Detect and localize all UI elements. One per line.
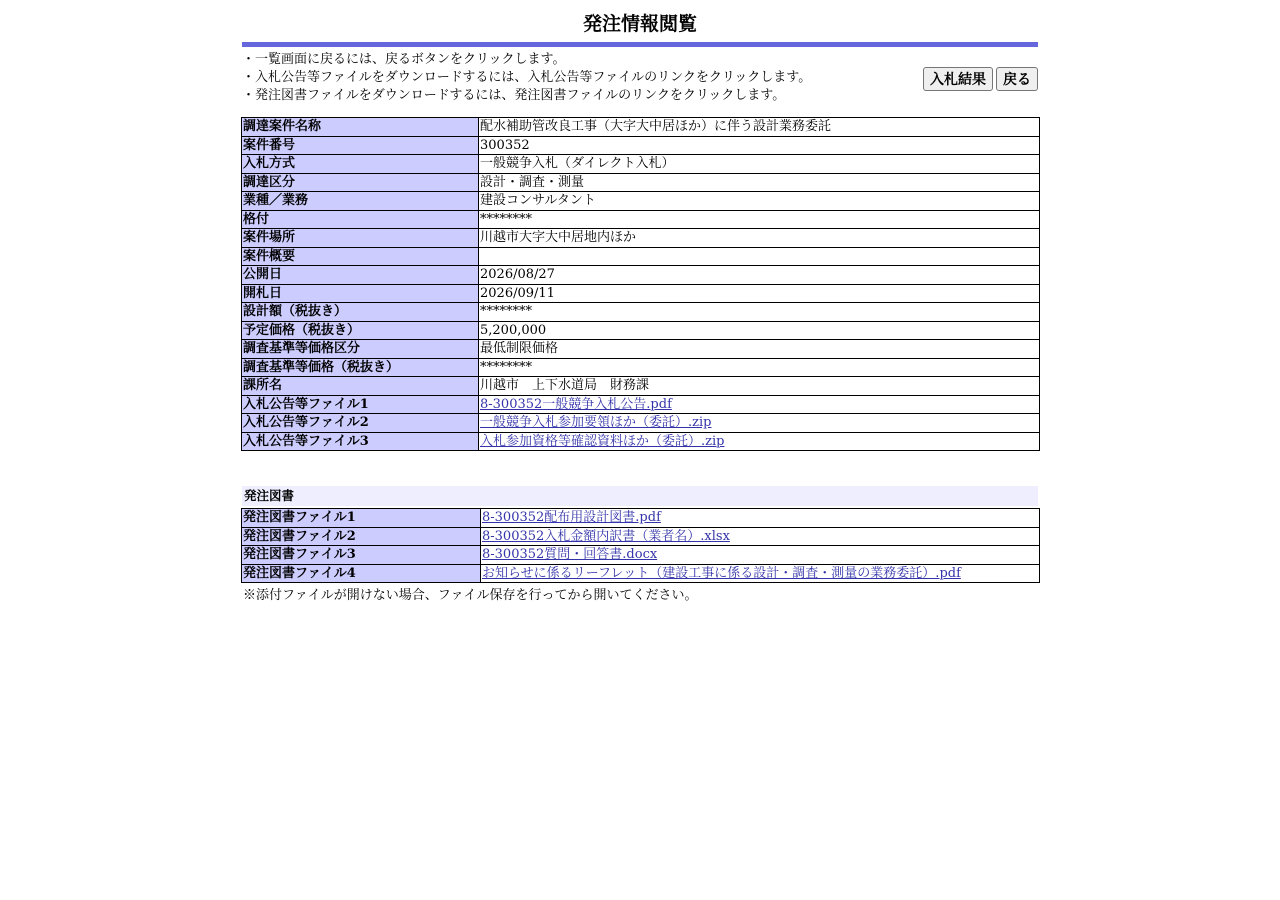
field-label: 調査基準等価格区分 bbox=[242, 340, 479, 359]
document-row bbox=[242, 509, 1040, 528]
bid-results-button[interactable]: 入札結果 bbox=[923, 67, 993, 91]
detail-row bbox=[242, 414, 1040, 433]
field-label: 調査基準等価格（税抜き） bbox=[242, 358, 479, 377]
file-download-link[interactable]: 8-300352入札金額内訳書（業者名）.xlsx bbox=[482, 528, 730, 544]
detail-row bbox=[242, 377, 1040, 396]
field-value: 建設コンサルタント bbox=[479, 192, 1040, 211]
document-row bbox=[242, 564, 1040, 583]
main-container bbox=[242, 10, 1038, 605]
instruction-document-files: ・発注図書ファイルをダウンロードするには、発注図書ファイルのリンクをクリックします。 bbox=[242, 88, 786, 103]
field-value: ******** bbox=[479, 358, 1040, 377]
field-label: 予定価格（税抜き） bbox=[242, 321, 479, 340]
instruction-back: ・一覧画面に戻るには、戻るボタンをクリックします。 bbox=[242, 52, 566, 67]
field-label: 入札公告等ファイル1 bbox=[242, 395, 479, 414]
detail-row bbox=[242, 118, 1040, 137]
field-value: ******** bbox=[479, 210, 1040, 229]
detail-row bbox=[242, 192, 1040, 211]
file-link-cell bbox=[479, 432, 1040, 451]
detail-row bbox=[242, 266, 1040, 285]
document-row bbox=[242, 527, 1040, 546]
field-value: ******** bbox=[479, 303, 1040, 322]
detail-row bbox=[242, 229, 1040, 248]
field-value bbox=[479, 247, 1040, 266]
documents-section-header: 発注図書 bbox=[242, 486, 1038, 506]
field-label: 発注図書ファイル4 bbox=[242, 564, 481, 583]
file-link-cell bbox=[481, 527, 1040, 546]
file-link-cell bbox=[481, 509, 1040, 528]
documents-table bbox=[241, 508, 1040, 583]
field-value: 設計・調査・測量 bbox=[479, 173, 1040, 192]
field-value: 川越市 上下水道局 財務課 bbox=[479, 377, 1040, 396]
field-label: 公開日 bbox=[242, 266, 479, 285]
field-value: 2026/08/27 bbox=[479, 266, 1040, 285]
detail-row bbox=[242, 340, 1040, 359]
file-link-cell bbox=[481, 564, 1040, 583]
page-title: 発注情報閲覧 bbox=[582, 13, 697, 35]
title-divider bbox=[242, 42, 1038, 47]
field-label: 案件場所 bbox=[242, 229, 479, 248]
file-download-link[interactable]: 8-300352質問・回答書.docx bbox=[482, 547, 658, 563]
file-download-link[interactable]: 8-300352一般競争入札公告.pdf bbox=[480, 396, 672, 412]
action-buttons bbox=[923, 67, 1038, 91]
instructions bbox=[242, 51, 1038, 117]
instruction-notice-files: ・入札公告等ファイルをダウンロードするには、入札公告等ファイルのリンクをクリックします。 bbox=[242, 70, 812, 85]
field-value: 配水補助管改良工事（大字大中居ほか）に伴う設計業務委託 bbox=[479, 118, 1040, 137]
field-label: 発注図書ファイル1 bbox=[242, 509, 481, 528]
field-label: 案件概要 bbox=[242, 247, 479, 266]
file-download-link[interactable]: 一般競争入札参加要領ほか（委託）.zip bbox=[480, 415, 712, 431]
detail-row bbox=[242, 155, 1040, 174]
detail-row bbox=[242, 247, 1040, 266]
field-label: 設計額（税抜き） bbox=[242, 303, 479, 322]
file-download-link[interactable]: 入札参加資格等確認資料ほか（委託）.zip bbox=[480, 433, 725, 449]
details-table bbox=[241, 117, 1040, 451]
detail-row bbox=[242, 395, 1040, 414]
field-label: 課所名 bbox=[242, 377, 479, 396]
field-value: 一般競争入札（ダイレクト入札） bbox=[479, 155, 1040, 174]
field-value: 300352 bbox=[479, 136, 1040, 155]
detail-row bbox=[242, 284, 1040, 303]
field-value: 5,200,000 bbox=[479, 321, 1040, 340]
field-label: 業種／業務 bbox=[242, 192, 479, 211]
detail-row bbox=[242, 303, 1040, 322]
field-value: 2026/09/11 bbox=[479, 284, 1040, 303]
detail-row bbox=[242, 173, 1040, 192]
detail-row bbox=[242, 321, 1040, 340]
field-label: 調達区分 bbox=[242, 173, 479, 192]
file-download-link[interactable]: お知らせに係るリーフレット（建設工事に係る設計・調査・測量の業務委託）.pdf bbox=[482, 565, 961, 581]
detail-row bbox=[242, 136, 1040, 155]
file-link-cell bbox=[481, 546, 1040, 565]
field-label: 発注図書ファイル2 bbox=[242, 527, 481, 546]
field-value: 最低制限価格 bbox=[479, 340, 1040, 359]
field-label: 入札公告等ファイル3 bbox=[242, 432, 479, 451]
field-value: 川越市大字大中居地内ほか bbox=[479, 229, 1040, 248]
field-label: 格付 bbox=[242, 210, 479, 229]
attachment-note: ※添付ファイルが開けない場合、ファイル保存を行ってから開いてください。 bbox=[243, 588, 698, 603]
back-button[interactable]: 戻る bbox=[996, 67, 1038, 91]
file-link-cell bbox=[479, 395, 1040, 414]
field-label: 入札公告等ファイル2 bbox=[242, 414, 479, 433]
field-label: 発注図書ファイル3 bbox=[242, 546, 481, 565]
field-label: 入札方式 bbox=[242, 155, 479, 174]
detail-row bbox=[242, 432, 1040, 451]
file-link-cell bbox=[479, 414, 1040, 433]
field-label: 開札日 bbox=[242, 284, 479, 303]
document-row bbox=[242, 546, 1040, 565]
field-label: 調達案件名称 bbox=[242, 118, 479, 137]
field-label: 案件番号 bbox=[242, 136, 479, 155]
file-download-link[interactable]: 8-300352配布用設計図書.pdf bbox=[482, 510, 661, 526]
detail-row bbox=[242, 210, 1040, 229]
detail-row bbox=[242, 358, 1040, 377]
